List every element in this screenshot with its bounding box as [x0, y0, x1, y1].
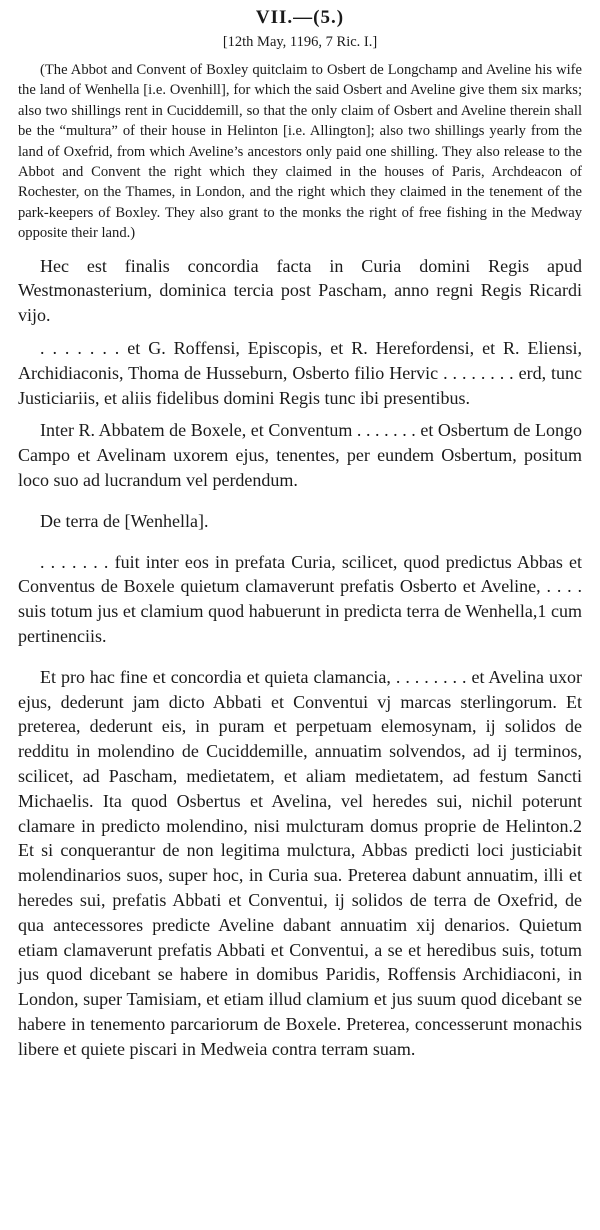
- paragraph-1: Hec est finalis concordia facta in Curia domini Regis apud Westmonasterium, dominica tercia post Pascham, anno regni Regis Ricardi vijo.: [18, 255, 582, 326]
- paragraph-5: . . . . . . . fuit inter eos in prefata Curia, scilicet, quod predictus Abbas et Conventus de Boxele quietum clamaverunt prefatis Osberto et Aveline, . . . . suis totum jus et clamium quod habuerunt in predicta terra de Wenhella,1 cum pertinenciis.: [18, 551, 582, 647]
- paragraph-4: De terra de [Wenhella].: [40, 510, 209, 531]
- document-heading: VII.—(5.): [255, 7, 345, 28]
- paragraph-6: Et pro hac fine et concordia et quieta clamancia, . . . . . . . . et Avelina uxor ejus, dederunt jam dicto Abbati et Conventui vj marcas sterlingorum. Et preterea, dederunt eis, in puram et perpetuam elemosynam, ij solidos de redditu in molendino de Cuciddemille, annuatim solvendos, ad ij terminos, scilicet, ad Pascham, medietatem, et aliam medietatem, ad festum Sancti Michaelis. Ita quod Osbertus et Avelina, vel heredes sui, nichil poterunt clamare in predicto molendino, nisi mulcturam domus proprie de Helinton.2 Et si conquerantur de non legitima mulctura, Abbas predicti loci justiciabit molendinarios suos, super hoc, in Curia sua. Preterea dabunt annuatim, illi et heredes sui, prefatis Abbati et Conventui, ij solidos de terra de Oxefrid, de qua antecessores predicte Aveline dabant annuatim xij denarios. Quietum etiam clamaverunt prefatis Abbati et Conventui, a se et heredibus suis, totum jus quod dicebant se habere in domibus Paridis, Roffensis Archidiaconi, in London, super Tamisiam, et etiam illud clamium et jus suum quod dicebant se habere in tenemento parcariorum de Boxele. Preterea, concesserunt monachis libere et quiete piscari in Medweia contra terram suam.: [18, 666, 582, 1059]
- dateline: [12th May, 1196, 7 Ric. I.]: [222, 34, 378, 50]
- summary-paragraph: (The Abbot and Convent of Boxley quitclaim to Osbert de Longchamp and Aveline his wife the land of Wenhella [i.e. Ovenhill], for which the said Osbert and Aveline give them six marks; also two shillings rent in Cuciddemill, so that the only claim of Osbert and Aveline therein shall be the “multura” of their house in Helinton [i.e. Allington]; also two shillings yearly from the land of Oxefrid, from which Aveline’s ancestors only paid one shilling. They also release to the Abbot and Convent the right which they claimed in the houses of Paris, Archdeacon of Rochester, on the Thames, in London, and the right which they claimed in the tenement of the park-keepers of Boxley. They also grant to the monks the right of free fishing in the Medway opposite their land.): [18, 62, 582, 242]
- paragraph-3: Inter R. Abbatem de Boxele, et Conventum . . . . . . . et Osbertum de Longo Campo et Avelinam uxorem ejus, tenentes, per eundem Osbertum, positum loco suo ad lucrandum vel perdendum.: [18, 420, 582, 491]
- paragraph-2: . . . . . . . et G. Roffensi, Episcopis, et R. Herefordensi, et R. Eliensi, Archidiaconis, Thoma de Husseburn, Osberto filio Hervic . . . . . . . . erd, tunc Justiciariis, et aliis fidelibus domini Regis tunc ibi presentibus.: [18, 338, 582, 408]
